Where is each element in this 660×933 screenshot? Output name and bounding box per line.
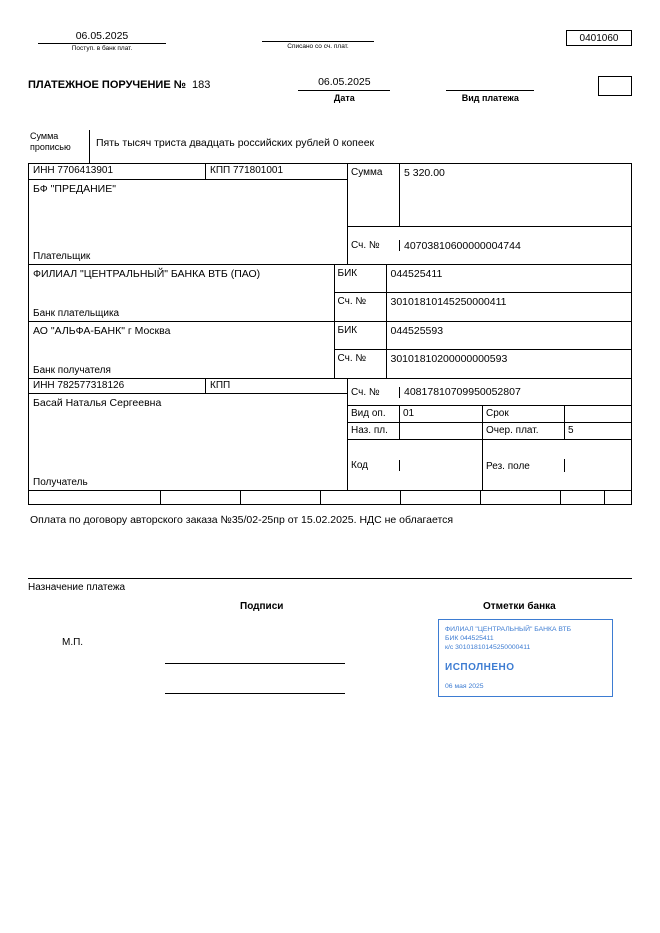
- payer-account-row: [348, 227, 631, 264]
- beneficiary-bank-bik-label: БИК: [335, 322, 387, 349]
- payer-bank-bik-row: [335, 265, 632, 293]
- priority-label: Очер. плат.: [483, 423, 565, 439]
- bank-marks-label: Отметки банка: [483, 601, 556, 612]
- footer-area: [28, 615, 632, 875]
- recipient-left: [29, 379, 348, 490]
- bank-stamp: [438, 619, 613, 697]
- amount-words-row: [28, 130, 632, 163]
- field-cell: [481, 491, 561, 504]
- signature-line-2: [165, 693, 345, 694]
- bank-receipt-date: 06.05.2025: [38, 30, 166, 44]
- payer-right: [348, 164, 631, 264]
- status-code-box: [598, 76, 632, 96]
- field-cell: [561, 491, 605, 504]
- code-row: [348, 440, 631, 490]
- recipient-name-cell: [29, 394, 347, 490]
- payer-bank-section-label: Банк плательщика: [33, 308, 120, 319]
- recipient-name: Басай Наталья Сергеевна: [33, 397, 162, 409]
- code-value: [400, 440, 483, 490]
- beneficiary-bank-cell: [29, 322, 335, 378]
- signatures-label: Подписи: [240, 601, 284, 612]
- form-code: 0401060: [579, 32, 619, 44]
- document-title: ПЛАТЕЖНОЕ ПОРУЧЕНИЕ №: [28, 79, 186, 91]
- title-row: [28, 76, 632, 106]
- document-number: 183: [191, 79, 211, 91]
- amount-words-label: Сумма прописью: [28, 130, 90, 163]
- recipient-account-label: Сч. №: [348, 387, 400, 398]
- stamp-corr-account: к/с 30101810145250000411: [445, 644, 531, 652]
- field-cell: [321, 491, 401, 504]
- debit-date-line: [262, 30, 374, 42]
- code-label: Код: [348, 460, 400, 471]
- beneficiary-bank-bik-row: [335, 322, 632, 350]
- payer-kpp: КПП 771801001: [210, 165, 284, 176]
- recipient-kpp: КПП: [210, 380, 231, 391]
- operation-type-row: [348, 406, 631, 423]
- signatures-header: [28, 601, 632, 615]
- beneficiary-bank-account-row: [335, 350, 632, 378]
- payer-left: [29, 164, 348, 264]
- purpose-code-label: Наз. пл.: [348, 423, 400, 439]
- amount-row: [348, 164, 631, 227]
- field-cell: [241, 491, 321, 504]
- recipient-section-label: Получатель: [33, 477, 88, 488]
- purpose-code-value: [400, 423, 483, 439]
- debit-block: [262, 30, 374, 50]
- payment-type-value: [446, 76, 534, 91]
- beneficiary-bank-account-label: Сч. №: [335, 350, 387, 378]
- reserve-field-label: Рез. поле: [483, 459, 565, 472]
- payer-inn: ИНН 7706413901: [29, 164, 206, 179]
- beneficiary-bank-right: [335, 322, 632, 378]
- payment-type-label: Вид платежа: [461, 93, 519, 103]
- recipient-section: [29, 378, 631, 490]
- stamp-bik: БИК 044525411: [445, 635, 494, 643]
- recipient-inn-kpp-row: [29, 379, 347, 394]
- top-service-row: [28, 30, 632, 54]
- bank-receipt-label: Поступ. в банк плат.: [71, 45, 133, 52]
- payment-priority-row: [348, 423, 631, 440]
- recipient-account-value: 40817810709950052807: [404, 386, 521, 398]
- requisites-table: [28, 163, 632, 491]
- stamp-status: ИСПОЛНЕНО: [445, 661, 515, 673]
- signature-line-1: [165, 663, 345, 664]
- form-code-box: [566, 30, 632, 46]
- payment-purpose-text: Оплата по договору авторского заказа №35/02-25пр от 15.02.2025. НДС не облагается: [30, 514, 454, 526]
- amount-value: 5 320.00: [404, 167, 445, 179]
- document-date-block: [298, 76, 390, 103]
- field-cell: [401, 491, 481, 504]
- stamp-place-label: М.П.: [62, 637, 84, 648]
- payer-section-label: Плательщик: [33, 251, 91, 262]
- payer-bank-account-row: [335, 293, 632, 321]
- priority-value: 5: [568, 425, 574, 436]
- payer-bank-right: [335, 265, 632, 321]
- stamp-bank-name: ФИЛИАЛ "ЦЕНТРАЛЬНЫЙ" БАНКА ВТБ: [445, 626, 572, 633]
- payer-section: [29, 164, 631, 264]
- stamp-date: 06 мая 2025: [445, 682, 484, 690]
- payer-account-label: Сч. №: [348, 240, 400, 251]
- beneficiary-bank-section-label: Банк получателя: [33, 365, 111, 376]
- debit-label: Списано со сч. плат.: [287, 43, 349, 50]
- field-cell: [161, 491, 241, 504]
- term-value: [565, 406, 631, 422]
- payer-bank-account-label: Сч. №: [335, 293, 387, 321]
- payer-account-value: 40703810600000004744: [404, 239, 521, 252]
- beneficiary-bank-account-value: 30101810200000000593: [390, 353, 508, 365]
- document-date: 06.05.2025: [298, 76, 390, 91]
- payment-type-block: [446, 76, 534, 103]
- recipient-inn: ИНН 782577318126: [29, 379, 206, 393]
- field-cell: [29, 491, 161, 504]
- extra-fields-strip: [28, 491, 632, 505]
- document-date-label: Дата: [333, 93, 355, 103]
- reserve-field-value: [565, 464, 631, 466]
- payer-inn-kpp-row: [29, 164, 347, 180]
- beneficiary-bank-name: АО "АЛЬФА-БАНК" г Москва: [33, 325, 171, 337]
- beneficiary-bank-section: [29, 321, 631, 378]
- payer-bank-bik-label: БИК: [335, 265, 387, 292]
- payer-bank-name: ФИЛИАЛ "ЦЕНТРАЛЬНЫЙ" БАНКА ВТБ (ПАО): [33, 268, 261, 280]
- operation-type-label: Вид оп.: [348, 406, 400, 422]
- term-label: Срок: [483, 406, 565, 422]
- recipient-account-row: [348, 379, 631, 406]
- operation-type-value: 01: [400, 406, 483, 422]
- payment-purpose-area: [28, 505, 632, 579]
- payer-bank-section: [29, 264, 631, 321]
- payer-name: БФ "ПРЕДАНИЕ": [33, 183, 116, 195]
- payment-purpose-label: Назначение платежа: [28, 582, 126, 593]
- payer-bank-bik-value: 044525411: [390, 268, 443, 280]
- payer-bank-account-value: 30101810145250000411: [390, 296, 507, 308]
- amount-label: Сумма: [348, 164, 400, 226]
- payer-name-cell: [29, 180, 347, 264]
- amount-words-value: Пять тысяч триста двадцать российских рублей 0 копеек: [96, 137, 375, 149]
- bank-receipt-block: [38, 30, 166, 52]
- field-cell: [605, 491, 631, 504]
- payer-bank-cell: [29, 265, 335, 321]
- recipient-right: [348, 379, 631, 490]
- beneficiary-bank-bik-value: 044525593: [390, 325, 444, 337]
